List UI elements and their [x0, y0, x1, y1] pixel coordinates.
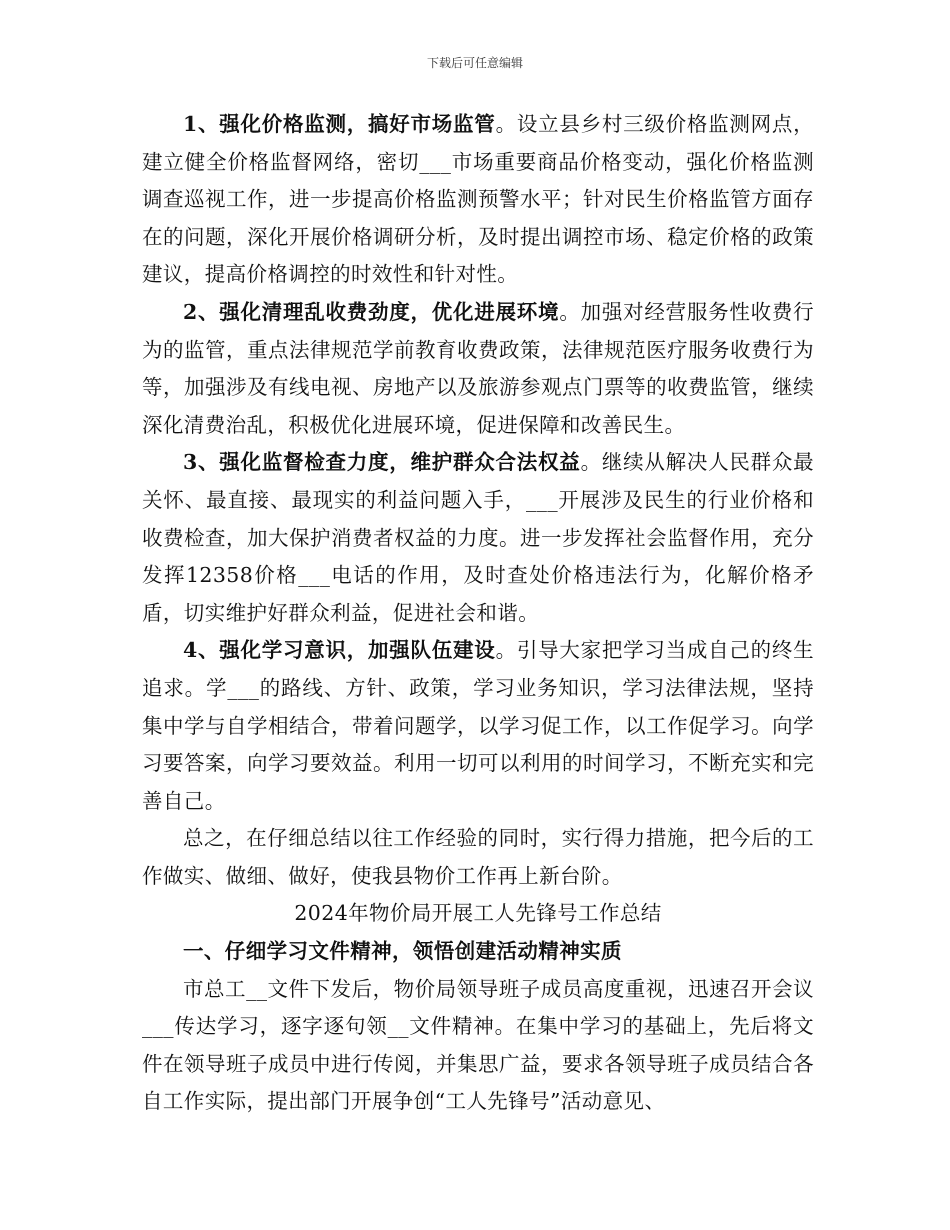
section-paragraph-2 — [142, 294, 814, 444]
page-header-note: 下载后可任意编辑 — [426, 56, 523, 70]
section-paragraph-3 — [142, 444, 814, 632]
section-body-1: 。设立县乡村三级价格监测网点，建立健全价格监督网络，密切___市场重要商品价格变动，强化价格监测调查巡视工作，进一步提高价格监测预警水平；针对民生价格监管方面存在的问题，深化开展价格调研分析，及时提出调控市场、稳定价格的政策建议，提高价格调控的时效性和针对性。 — [142, 112, 815, 287]
section-heading: 一、仔细学习文件精神，领悟创建活动精神实质 — [183, 939, 622, 964]
section-lead-3: 3、强化监督检查力度，维护群众合法权益 — [183, 450, 581, 475]
body-paragraph: 市总工__文件下发后，物价局领导班子成员高度重视，迅速召开会议___传达学习，逐字逐句领__文件精神。在集中学习的基础上，先后将文件在领导班子成员中进行传阅，并集思广益，要求各领导班子成员结合各自工作实际，提出部门开展争创“工人先锋号”活动意见、 — [142, 976, 814, 1114]
document-title: 2024年物价局开展工人先锋号工作总结 — [294, 901, 662, 926]
section-lead-1: 1、强化价格监测，搞好市场监管 — [183, 112, 496, 136]
section-body-4: 。引导大家把学习当成自己的终生追求。学___的路线、方针、政策，学习业务知识，学习法律法规，坚持集中学与自学相结合，带着问题学，以学习促工作，以工作促学习。向学习要答案，向学习要效益。利用一切可以利用的时间学习，不断充实和完善自己。 — [142, 638, 815, 813]
section-lead-4: 4、强化学习意识，加强队伍建设 — [183, 638, 496, 663]
section-paragraph-1 — [142, 106, 814, 294]
section-body-2: 。加强对经营服务性收费行为的监管，重点法律规范学前教育收费政策，法律规范医疗服务收费行为等，加强涉及有线电视、房地产以及旅游参观点门票等的收费监管，继续深化清费治乱，积极优化进展环境，促进保障和改善民生。 — [142, 299, 814, 437]
document-body — [142, 106, 814, 1121]
section-body-3: 。继续从解决人民群众最关怀、最直接、最现实的利益问题入手，___开展涉及民生的行业价格和收费检查，加大保护消费者权益的力度。进一步发挥社会监督作用，充分发挥12358价格___电话的作用，及时查处价格违法行为，化解价格矛盾，切实维护好群众利益，促进社会和谐。 — [142, 450, 814, 625]
section-paragraph-4 — [142, 632, 814, 820]
conclusion-paragraph: 总之，在仔细总结以往工作经验的同时，实行得力措施，把今后的工作做实、做细、做好，使我县物价工作再上新台阶。 — [142, 826, 814, 888]
section-lead-2: 2、强化清理乱收费劲度，优化进展环境 — [183, 299, 560, 324]
